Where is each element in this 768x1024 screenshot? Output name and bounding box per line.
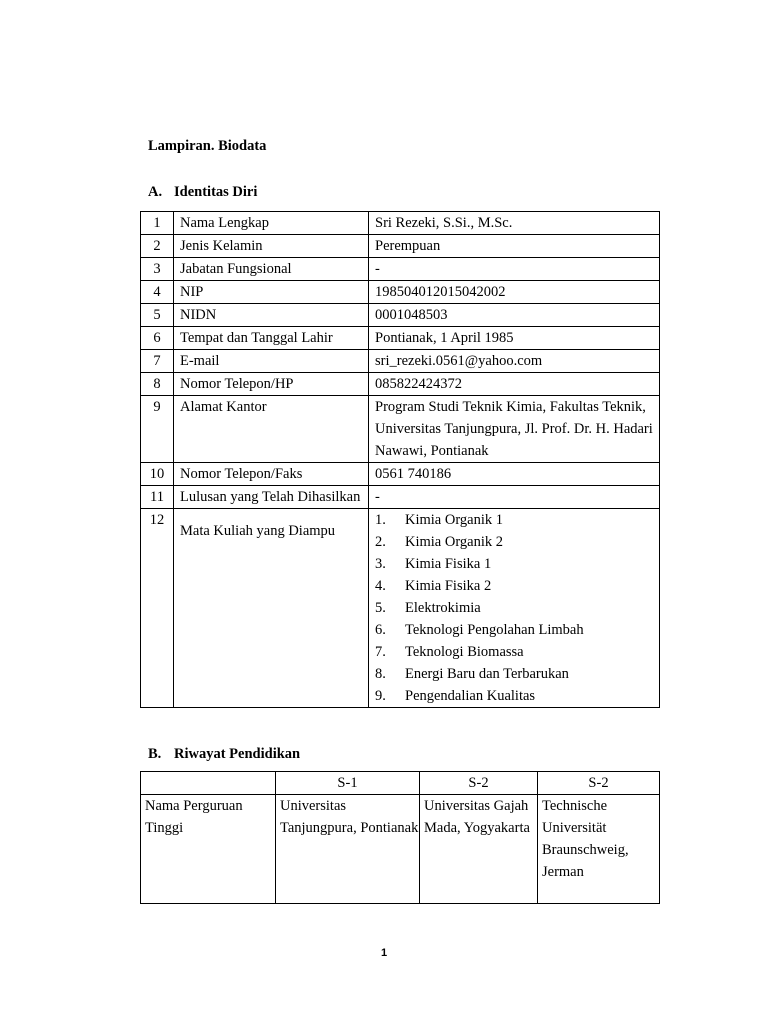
- table-row: [141, 373, 660, 396]
- page-number: 1: [380, 947, 388, 959]
- list-item: [375, 575, 659, 597]
- row-number: 12: [141, 509, 174, 708]
- field-value: Perempuan: [369, 235, 660, 258]
- course-name: Kimia Fisika 1: [405, 556, 492, 572]
- table-row: [141, 212, 660, 235]
- field-label: Jenis Kelamin: [174, 235, 369, 258]
- course-name: Kimia Organik 1: [405, 512, 503, 528]
- section-b-letter: B.: [148, 746, 162, 762]
- row-number: 2: [141, 235, 174, 258]
- table-row: [141, 327, 660, 350]
- list-number: 5.: [375, 600, 386, 616]
- field-value: 0001048503: [369, 304, 660, 327]
- table-header-row: [141, 772, 660, 795]
- identitas-diri-table: [140, 211, 660, 708]
- list-number: 2.: [375, 534, 386, 550]
- course-name: Energi Baru dan Terbarukan: [405, 666, 569, 682]
- row-number: 8: [141, 373, 174, 396]
- field-label: Nomor Telepon/HP: [174, 373, 369, 396]
- riwayat-pendidikan-table: [140, 771, 660, 904]
- list-item: [375, 597, 659, 619]
- page-title: Lampiran. Biodata: [148, 138, 267, 154]
- university-value: Universitas Tanjungpura, Pontianak: [276, 795, 420, 904]
- course-name: Elektrokimia: [405, 600, 481, 616]
- row-number: 11: [141, 486, 174, 509]
- list-number: 1.: [375, 512, 386, 528]
- field-label: Jabatan Fungsional: [174, 258, 369, 281]
- field-value: -: [369, 486, 660, 509]
- table-row: [141, 304, 660, 327]
- list-item: [375, 685, 659, 707]
- list-item: [375, 531, 659, 553]
- course-name: Pengendalian Kualitas: [405, 688, 536, 704]
- field-value: 198504012015042002: [369, 281, 660, 304]
- row-label: Nama Perguruan Tinggi: [141, 795, 276, 904]
- university-value: Universitas Gajah Mada, Yogyakarta: [420, 795, 538, 904]
- course-name: Teknologi Pengolahan Limbah: [405, 622, 584, 638]
- field-label: E-mail: [174, 350, 369, 373]
- list-item: [375, 509, 659, 531]
- course-name: Kimia Fisika 2: [405, 578, 492, 594]
- row-number: 6: [141, 327, 174, 350]
- table-row: [141, 235, 660, 258]
- field-value: Pontianak, 1 April 1985: [369, 327, 660, 350]
- row-number: 9: [141, 396, 174, 463]
- field-label: Tempat dan Tanggal Lahir: [174, 327, 369, 350]
- table-row: [141, 509, 660, 708]
- table-row: [141, 463, 660, 486]
- office-address-value: Program Studi Teknik Kimia, Fakultas Teknik, Universitas Tanjungpura, Jl. Prof. Dr. H. Hadari Nawawi, Pontianak: [369, 396, 660, 463]
- list-number: 4.: [375, 578, 386, 594]
- section-a-title: Identitas Diri: [174, 184, 258, 200]
- field-value: Sri Rezeki, S.Si., M.Sc.: [369, 212, 660, 235]
- table-row: [141, 795, 660, 904]
- university-value: Technische Universität Braunschweig, Jerman: [538, 795, 660, 904]
- course-name: Kimia Organik 2: [405, 534, 503, 550]
- field-label: Mata Kuliah yang Diampu: [174, 509, 369, 708]
- field-label: NIDN: [174, 304, 369, 327]
- field-label: Nama Lengkap: [174, 212, 369, 235]
- email-value: sri_rezeki.0561@yahoo.com: [369, 350, 660, 373]
- row-number: 3: [141, 258, 174, 281]
- section-b-title: Riwayat Pendidikan: [174, 746, 301, 762]
- field-value: 0561 740186: [369, 463, 660, 486]
- field-label: Lulusan yang Telah Dihasilkan: [174, 486, 369, 509]
- column-header: [141, 772, 276, 795]
- row-number: 5: [141, 304, 174, 327]
- course-list: [375, 509, 659, 707]
- list-number: 8.: [375, 666, 386, 682]
- list-item: [375, 553, 659, 575]
- list-item: [375, 619, 659, 641]
- list-item: [375, 663, 659, 685]
- list-number: 6.: [375, 622, 386, 638]
- row-number: 7: [141, 350, 174, 373]
- field-value: 085822424372: [369, 373, 660, 396]
- column-header: S-1: [276, 772, 420, 795]
- table-row: [141, 350, 660, 373]
- row-number: 4: [141, 281, 174, 304]
- table-row: [141, 281, 660, 304]
- course-name: Teknologi Biomassa: [405, 644, 524, 660]
- list-number: 7.: [375, 644, 386, 660]
- table-row: [141, 258, 660, 281]
- column-header: S-2: [420, 772, 538, 795]
- field-label: Alamat Kantor: [174, 396, 369, 463]
- list-number: 3.: [375, 556, 386, 572]
- row-number: 10: [141, 463, 174, 486]
- section-b-heading: [148, 746, 300, 763]
- list-number: 9.: [375, 688, 386, 704]
- column-header: S-2: [538, 772, 660, 795]
- list-item: [375, 641, 659, 663]
- section-a-letter: A.: [148, 184, 163, 200]
- table-row: [141, 486, 660, 509]
- field-value: -: [369, 258, 660, 281]
- course-list-cell: [369, 509, 660, 708]
- table-row: [141, 396, 660, 463]
- section-a-heading: [148, 184, 257, 201]
- field-label: NIP: [174, 281, 369, 304]
- field-label: Nomor Telepon/Faks: [174, 463, 369, 486]
- row-number: 1: [141, 212, 174, 235]
